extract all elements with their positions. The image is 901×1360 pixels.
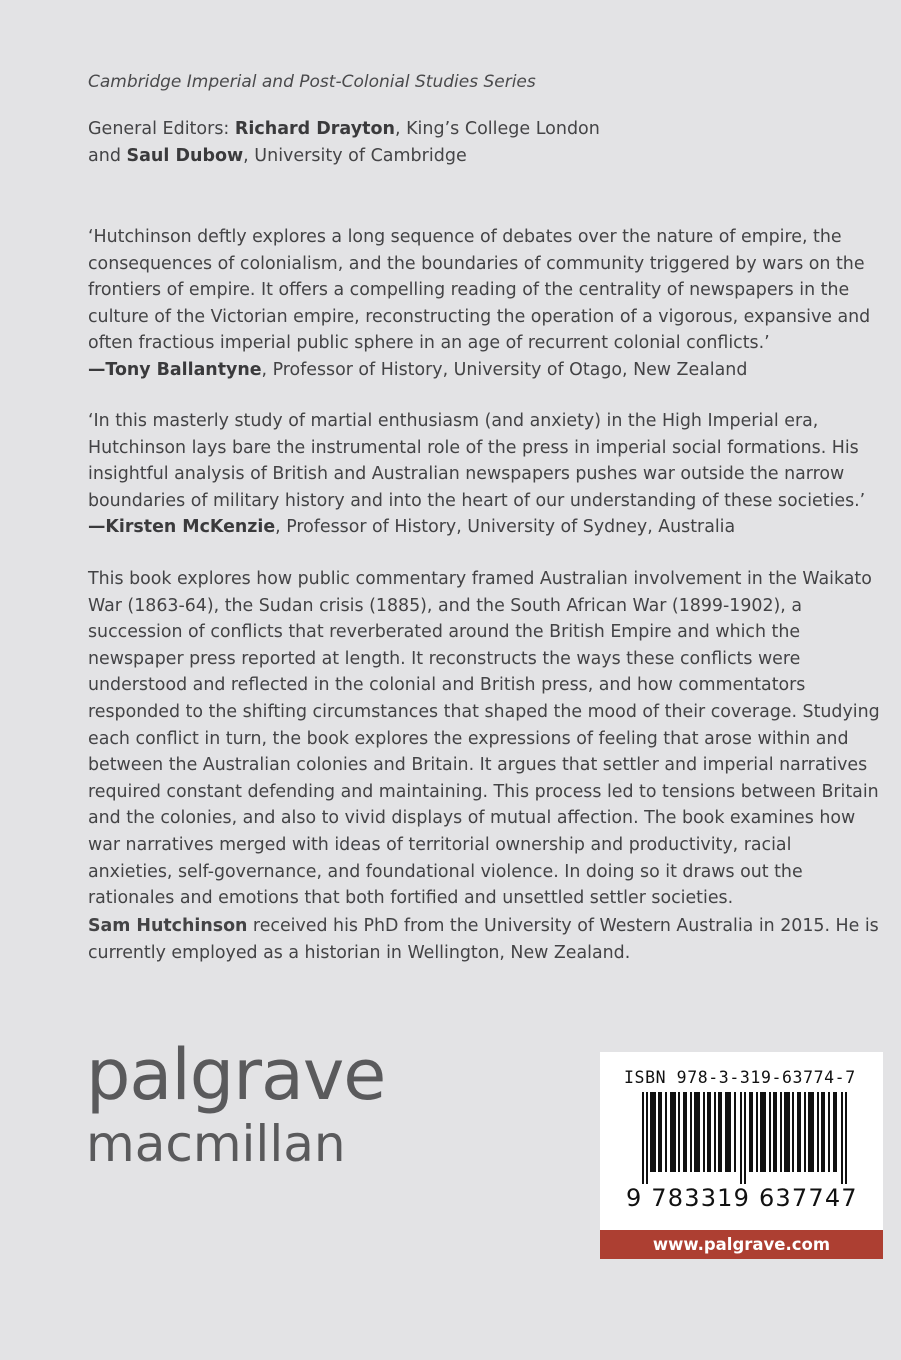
bio-body: received his PhD from the University of Western Australia in 2015. He is currently employed as a historian in Wellington, New Zealand. [88, 916, 879, 963]
isbn-label: ISBN 978-3-319-63774-7 [624, 1068, 856, 1087]
author-name: Sam Hutchinson [88, 916, 248, 936]
isbn-barcode [600, 1052, 883, 1230]
bio-text [88, 913, 880, 966]
endorsement-quote: ‘Hutchinson deftly explores a long sequence of debates over the nature of empire, the consequences of colonialism, and the boundaries of community triggered by wars on the frontiers of empire. It offers a compelling reading of the centrality of newspapers in the culture of the Victorian empire, reconstructing the operation of a vigorous, expansive and often fractious imperial public sphere in an age of recurrent colonial conflicts.’ [88, 227, 871, 354]
endorser-name: —Kirsten McKenzie [88, 517, 276, 538]
publisher-website[interactable]: www.palgrave.com [600, 1230, 883, 1259]
editor-name-dubow: Saul Dubow [126, 145, 244, 166]
endorser-name: —Tony Ballantyne [88, 359, 262, 380]
description-text: This book explores how public commentary framed Australian involvement in the Waikato War (1863-64), the Sudan crisis (1885), and the South African War (1899-1902), a succession of conflicts that reverberated around the British Empire and which the newspaper press reported at length. It reconstructs the ways these conflicts were understood and reflected in the colonial and British press, and how commentators responded to the shifting circumstances that shaped the mood of their coverage. Studying each conflict in turn, the book explores the expressions of feeling that arose within and between the Australian colonies and Britain. It argues that settler and imperial narratives required constant defending and maintaining. This process led to tensions between Britain and the colonies, and also to vivid displays of mutual affection. The book examines how war narratives merged with ideas of territorial ownership and productivity, racial anxieties, self-governance, and foundational violence. In doing so it draws out the rationales and emotions that both fortified and unsettled settler societies. [88, 569, 880, 909]
barcode-bars-icon [642, 1092, 847, 1184]
endorsement-mckenzie [88, 408, 880, 541]
general-editors [88, 116, 600, 169]
barcode-digits: 9 783319 637747 [626, 1184, 858, 1212]
editor-name-drayton: Richard Drayton [234, 119, 395, 139]
logo-macmillan: macmillan [86, 1115, 346, 1173]
editor-affiliation-dubow: , University of Cambridge [243, 145, 467, 166]
book-description [88, 566, 880, 912]
author-bio [88, 913, 880, 966]
endorsement-ballantyne [88, 224, 880, 384]
endorser-affiliation: , Professor of History, University of Otago, New Zealand [261, 359, 748, 380]
editors-line-2 [88, 143, 600, 170]
editor-affiliation-drayton: , King’s College London [394, 119, 600, 139]
logo-palgrave: palgrave [86, 1034, 386, 1116]
endorser-affiliation: , Professor of History, University of Sydney, Australia [275, 517, 736, 538]
endorsement-quote: ‘In this masterly study of martial enthusiasm (and anxiety) in the High Imperial era, Hutchinson lays bare the instrumental role of the press in imperial social formations. His insightful analysis of British and Australian newspapers pushes war outside the narrow boundaries of military history and into the heart of our understanding of these societies.’ [88, 411, 866, 511]
series-title: Cambridge Imperial and Post-Colonial Studies Series [88, 72, 536, 92]
endorsement-attribution [88, 514, 880, 541]
publisher-logo [86, 1034, 386, 1173]
endorsement-attribution [88, 357, 880, 384]
editors-line-1 [88, 116, 600, 143]
editors-and: and [88, 145, 127, 166]
editors-prefix: General Editors: [88, 119, 235, 139]
